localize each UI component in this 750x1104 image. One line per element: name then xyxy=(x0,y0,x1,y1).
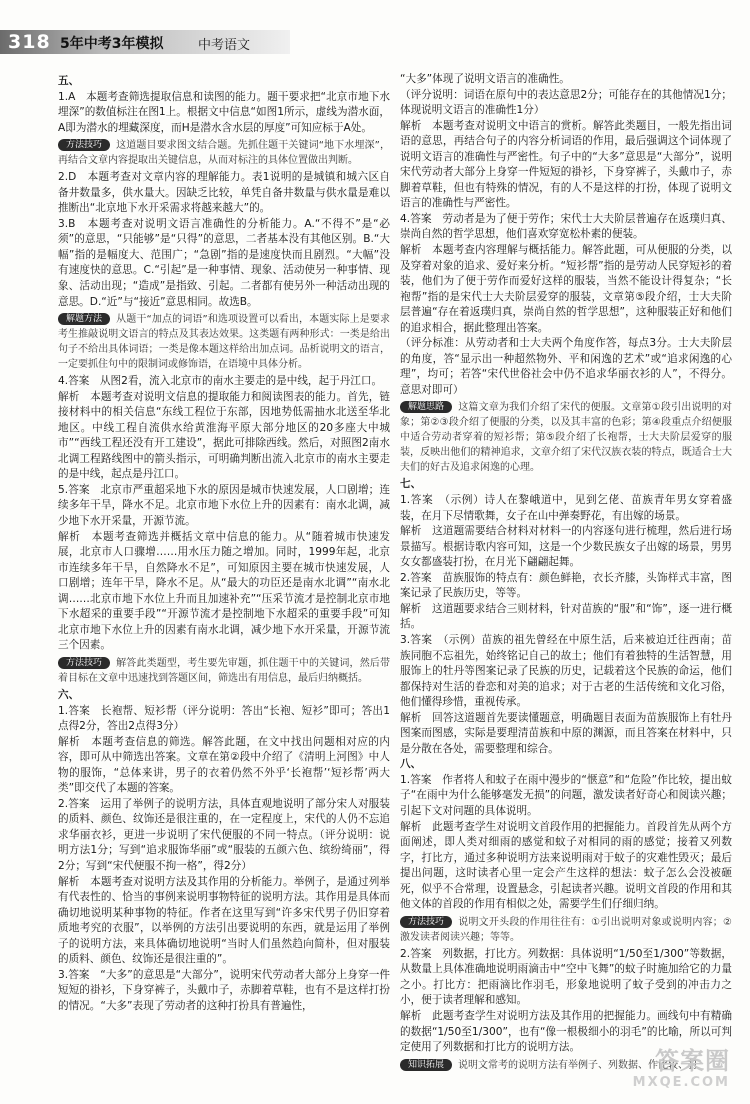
watermark-logo xyxy=(610,1047,730,1094)
answer-paragraph: 3.答案 “大多”的意思是“大部分”，说明宋代劳动者大部分上身穿一件短短的褂衫，下身穿裤子，头戴巾子，赤脚着草鞋，也有不是这样打扮的情况。“大多”表现了劳动者的这种打扮具有普遍性， xyxy=(58,968,390,1012)
section-heading: 五、 xyxy=(58,75,80,87)
answer-paragraph: 2.D 本题考查对文章内容的理解能力。表1说明的是城镇和城六区自备井数量多，供水量大。因缺乏比较，单凭自备井数量与供水量是难以推断出“北京地下水开采需求将越来越大”的。 xyxy=(58,171,390,215)
page-header xyxy=(0,0,750,62)
answer-paragraph: 解析 本题考查信息的筛选。解答此题，在文中找出问题相对应的内容，即可从中筛选出答案。文章在第②段中介绍了《清明上河图》中人物的服饰，“总体来讲，男子的衣着仍然不外乎‘长袍帮’‘短衫帮’两大类”即交代了本题的答案。 xyxy=(58,735,390,795)
left-column xyxy=(58,74,390,1084)
subject-title: 中考语文 xyxy=(198,38,251,53)
answer-paragraph: 3.B 本题考查对说明文语言准确性的分析能力。A.“不得不”是“必须”的意思，“只能够”是“只得”的意思，二者基本没有其他区别。B.“大幅”指的是幅度大、范围广；“急剧”指的是速度快而且剧烈。“大幅”没有速度快的意思。C.“引起”是一种事情、现象、活动使另一种事情、现象、活动出现；“造成”是指致、引起。二者都有使另外一种活动出现的意思。D.“近”与“接近”意思相同。故选B。 xyxy=(58,217,390,308)
tip-text: 这篇文章为我们介绍了宋代的便服。文章第①段引出说明的对象；第②③段介绍了便服的分类，以及其丰富的色彩；第④段重点介绍便服中适合劳动者穿着的短衫帮；第⑤段介绍了长袍帮，士大夫阶层爱穿的服装，反映出他们的精神追求，文章介绍了宋代汉族衣装的特点，既适合士大夫们的好古及追求闲逸的心理。 xyxy=(400,402,732,474)
answer-paragraph: 3.答案 （示例）苗族的祖先曾经在中原生活，后来被迫迁往西南；苗族同胞不忘祖先，始终铭记自己的故土；他们有着独特的生活智慧，用服饰上的牡丹等图案记录了民族的历史，记载着这个民族的命运，他们都保持对生活的眷恋和对美的追求；对于古老的生活传统和文化习俗，他们懂得珍惜，重视传承。 xyxy=(400,633,732,709)
watermark-text: 答案圈 xyxy=(655,1047,730,1075)
answer-paragraph: 2.答案 列数据，打比方。列数据：具体说明“1/50至1/300”等数据，从数量上具体准确地说明雨滴击中“空中飞舞”的蚊子时施加给它的力量之小。打比方：把雨滴比作羽毛，形象地说明了蚊子受到的冲击力之小，便于读者理解和感知。 xyxy=(400,947,732,1007)
tip-tag: 方法技巧 xyxy=(58,657,110,669)
tip-text: 说明文开头段的作用往往有：①引出说明对象或说明内容；②激发读者阅读兴趣；等等。 xyxy=(400,916,732,943)
answer-paragraph: 1.A 本题考查筛选提取信息和读图的能力。题干要求把“北京市地下水埋深”的数值标注在图1上。根据文中信息“如图1所示，虚线为潜水面，A即为潜水的埋藏深度，而H是潜水含水层的厚度”可知应标于A处。 xyxy=(58,90,390,134)
tip-tag: 方法技巧 xyxy=(58,139,110,151)
answer-paragraph: 1.答案 作者将人和蚊子在雨中漫步的“惬意”和“危险”作比较，提出蚊子“在雨中为什么能够毫发无损”的问题，激发读者好奇心和阅读兴趣；引起下文对问题的具体说明。 xyxy=(400,773,732,817)
answer-paragraph: 解析 本题考查内容理解与概括能力。解答此题，可从便服的分类，以及穿着对象的追求、爱好来分析。“短衫帮”指的是劳动人民穿短衫的着装，他们为了便于劳作而爱好这样的服装，当然不能设计得复杂；“长袍帮”指的是宋代士大夫阶层爱穿的服装，文章第⑤段介绍，士大夫阶层普遍“存在着返璞归真，崇尚自然的哲学思想”，这种服装正好和他们的追求相合，据此整理出答案。 xyxy=(400,244,732,334)
answer-paragraph: 2.答案 苗族服饰的特点有：颜色鲜艳，衣长齐膝，头饰样式丰富，图案记录了民族历史，等等。 xyxy=(400,571,732,600)
answer-paragraph: 4.答案 从图2看，流入北京市的南水主要走的是中线，起于丹江口。 xyxy=(58,375,383,388)
tip-text: 从题干“加点的词语”和选项设置可以看出，本题实际上是要求考生推敲说明文语言的特点及其表达效果。这类题有两种形式：一类是给出句子不给出具体词语；一类是像本题这样给出加点词。品析说明文的语言，一定要抓住句中的限制词或修饰语，在语境中具体分析。 xyxy=(58,314,390,371)
answer-paragraph: 5.答案 北京市严重超采地下水的原因是城市快速发展，人口剧增；连续多年干旱，降水不足。北京市地下水位上升的因素有：南水北调，减少地下水开采量，开源节流。 xyxy=(58,483,390,528)
answer-paragraph: 解析 这道题需要结合材料对材料一的内容逐句进行梳理，然后进行场景描写。根据诗歌内容可知，这是一个少数民族女子出嫁的场景，男男女女都盛装打扮，在月光下翩翩起舞。 xyxy=(400,525,732,569)
right-column xyxy=(400,72,732,1082)
tip-text: 解答此类题型，考生要先审题，抓住题干中的关键词，然后带着目标在文章中迅速找到答题区间，筛选出有用信息，最后归纳概括。 xyxy=(58,657,390,684)
book-series-title: 5年中考3年模拟 xyxy=(60,36,164,52)
tip-text: 说明文常考的说明方法有举例子、列数据、作比较、打 xyxy=(458,1059,699,1071)
answer-paragraph: 解析 本题考查对说明文信息的提取能力和阅读图表的能力。首先，链接材料中的相关信息“东线工程位于东部，因地势低需抽水北送至华北地区。中线工程自流供水给黄淮海平原大部分地区的20多座大中城市”“西线工程还没有开工建设”，据此可排除西线。然后，对照图2南水北调工程路线图中的箭头指示，可明确判断出流入北京市的南水主要走的是中线，起点是丹江口。 xyxy=(58,390,390,481)
answer-paragraph: 2.答案 运用了举例子的说明方法，具体直观地说明了部分宋人对服装的质料、颜色、纹饰还是很注重的，在一定程度上，宋代的人仍不忘追求华丽衣衫，更进一步说明了宋代便服的不同一特点。（评分说明：说明方法1分；写到“追求服饰华丽”或“服装的五颜六色、缤纷绮丽”，得2分；写到“宋代便服不拘一格”，得2分） xyxy=(58,797,390,872)
page-number: 318 xyxy=(8,31,51,53)
tip-tag: 解题思路 xyxy=(400,401,452,413)
answer-paragraph: （评分说明：词语在原句中的表达意思2分；可能存在的其他情况1分；体现说明文语言的准确性1分） xyxy=(400,88,732,117)
tip-tag: 知识拓展 xyxy=(400,1059,452,1071)
tip-tag: 解题方法 xyxy=(58,313,110,325)
answer-paragraph: 解析 此题考查学生对说明方法及其作用的把握能力。画线句中有精确的数据“1/50至1/300”，也有“像一根极细小的羽毛”的比喻，所以可判定使用了列数据和打比方的说明方法。 xyxy=(400,1009,732,1054)
tip-text: 这道题目要求图文结合题。先抓住题干关键词“地下水埋深”，再结合文章内容提取出关键信息，从而对标注的具体位置做出判断。 xyxy=(58,140,390,167)
tip-tag: 方法技巧 xyxy=(400,916,452,928)
tip-box xyxy=(58,312,390,372)
answer-paragraph: 解析 本题考查对说明方法及其作用的分析能力。举例子，是通过列举有代表性的、恰当的事例来说明事物特征的说明方法。其作用是具体而确切地说明某种事物的特征。作者在这里写到“许多宋代男子仍旧穿着质地考究的衣服”，以举例的方法引出要说明的东西，就是运用了举例子的说明方法，来具体确切地说明“当时人们虽然趋向简朴，但对服装的质料、颜色、纹饰还是很注重的”。 xyxy=(58,875,390,966)
section-heading: 七、 xyxy=(400,478,422,491)
answer-paragraph: 4.答案 劳动者是为了便于劳作；宋代士大夫阶层普遍存在返璞归真、崇尚自然的哲学思想，他们喜欢穿宽松朴素的便装。 xyxy=(400,212,732,241)
watermark-domain: MXQE.COM xyxy=(632,1075,730,1090)
tip-box xyxy=(400,915,732,945)
section-heading: 六、 xyxy=(58,688,80,701)
answer-paragraph: （评分标准：从劳动者和士大夫两个角度作答，每点3分。士大夫阶层的角度，答“显示出一种超然物外、平和闲逸的艺术”或“追求闲逸的心理”，均可；若答“宋代世俗社会中仍不追求华丽衣衫的人”，不得分。意思对即可） xyxy=(400,337,732,396)
answer-paragraph: 解析 此题考查学生对说明文首段作用的把握能力。首段首先从两个方面阐述，即人类对细雨的感觉和蚊子对相同的雨的感觉；接着又列数字，打比方，通过多种说明方法来说明雨对于蚊子的灾难性毁灭；最后提出问题，这时读者心里一定会产生这样的想法：蚊子怎么会没被砸死，似乎不合常理，设置悬念，引起读者兴趣。说明文首段的作用和其他文体的首段的作用有相似之处，需要学生们仔细归纳。 xyxy=(400,820,732,911)
tip-box xyxy=(58,138,390,168)
answer-paragraph: 1.答案 （示例）诗人在黎峨道中，见到乞佬、苗族青年男女穿着盛装，在月下尽情歌舞，女子在山中弹奏野花，有出嫁的场景。 xyxy=(400,494,732,522)
answer-paragraph: 1.答案 长袍帮、短衫帮（评分说明：答出“长袍、短衫”即可；答出1点得2分，答出2点得3分） xyxy=(58,704,390,733)
answer-paragraph: 解析 本题考查筛选并概括文章中信息的能力。从“随着城市快速发展，北京市人口骤增……用水压力随之增加。同时，1999年起，北京市连续多年干旱，自然降水不足”，可知原因主要在城市快速发展，人口剧增；连年干旱，降水不足。从“最大的功臣还是南水北调”“南水北调……北京市地下水位上升而且加速补充”“压采节流才是控制北京市地下水超采的重要手段”“开源节流才是控制地下水超采的重要手段”可知北京市地下水位上升的因素有南水北调，减少地下水开采量，开源节流三个因素。 xyxy=(58,530,390,652)
tip-box xyxy=(58,656,390,686)
answer-paragraph: 解析 这道题要求结合三则材料，针对苗族的“服”和“饰”，逐一进行概括。 xyxy=(400,602,732,631)
answer-paragraph: “大多”体现了说明文语言的准确性。 xyxy=(400,73,570,85)
section-heading: 八、 xyxy=(400,758,422,771)
answer-paragraph: 解析 回答这道题首先要读懂题意，明确题目表面为苗族服饰上有牡丹图案而图感，实际是要理清苗族和中原的渊源，而且答案在材料中，只是分散在各处，需要整理和综合。 xyxy=(400,711,732,755)
tip-box xyxy=(400,400,732,475)
answer-paragraph: 解析 本题考查对说明文中语言的赏析。解答此类题目，一般先指出词语的意思，再结合句子的内容分析词语的作用，最后强调这个词体现了说明文语言的准确性与严密性。句子中的“大多”意思是“大部分”，说明宋代劳动者大部分上身穿一件短短的褂衫，下身穿裤子，头戴巾子，赤脚着草鞋，但也有特殊的情况，有的人不是这样的打扮，体现了说明文语言的准确性与严密性。 xyxy=(400,119,732,210)
